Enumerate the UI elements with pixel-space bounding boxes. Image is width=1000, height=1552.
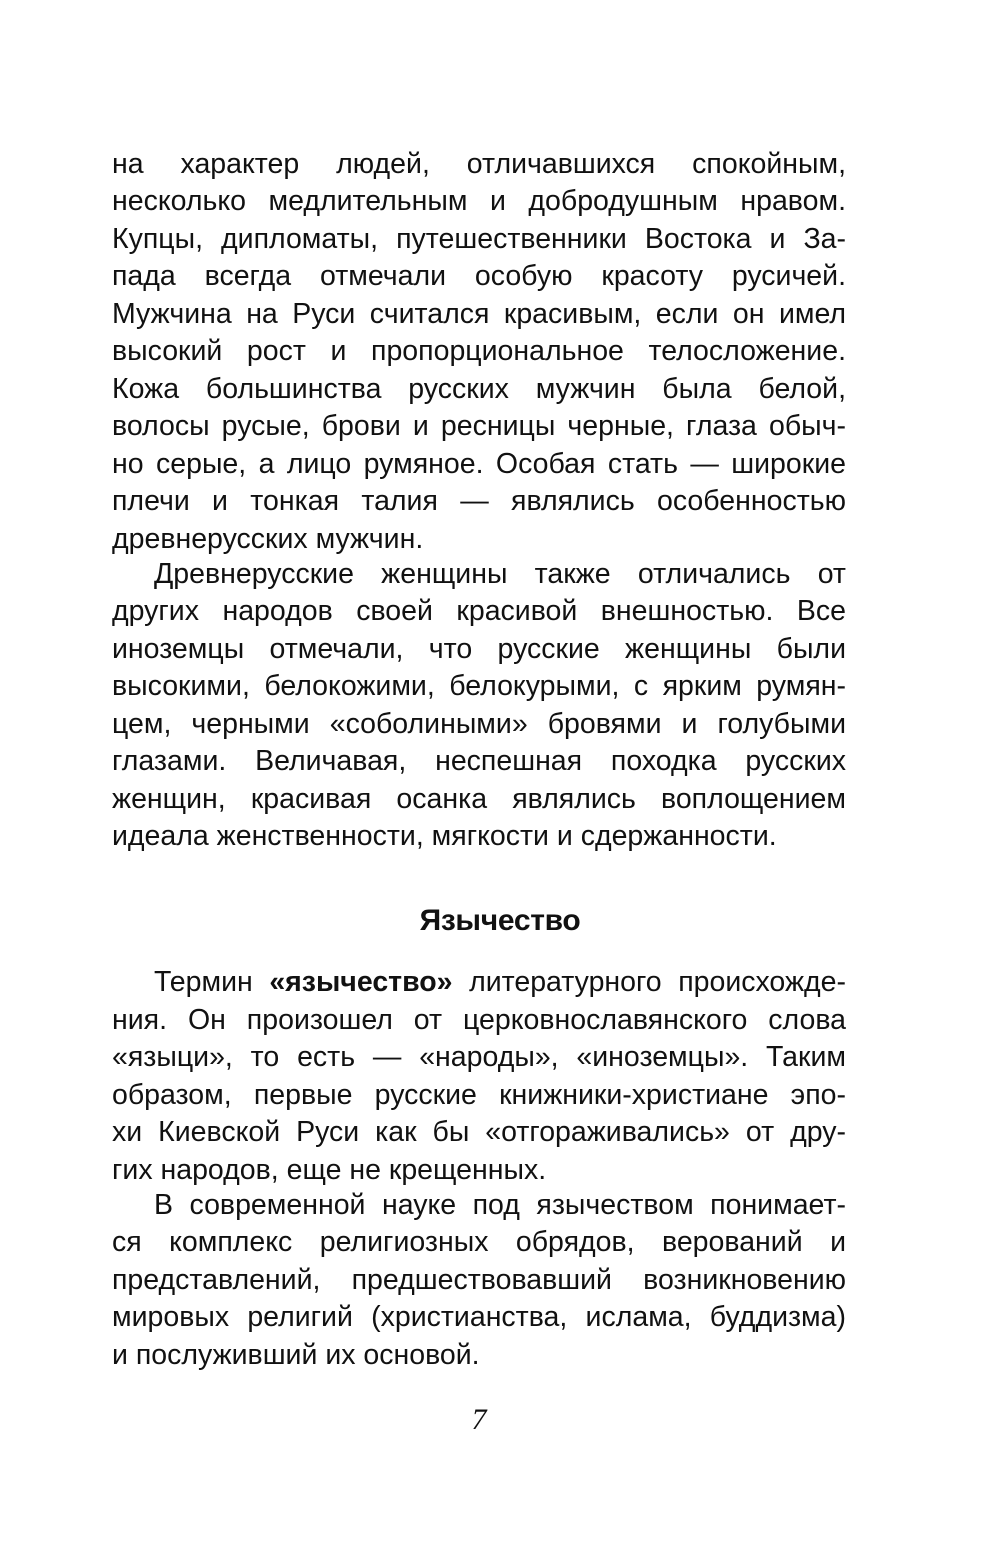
text-line: ся комплекс религиозных обрядов, верований и	[112, 1226, 846, 1258]
text-line: В современной науке под язычеством понимает-	[154, 1189, 846, 1221]
text-line: Кожа большинства русских мужчин была белой,	[112, 373, 846, 405]
section-heading: Язычество	[419, 904, 581, 937]
text-line: древнерусских мужчин.	[112, 523, 424, 555]
text-line: других народов своей красивой внешностью. Все	[112, 595, 846, 627]
text-span: Термин	[154, 966, 270, 998]
text-line: женщин, красивая осанка являлись воплощением	[112, 783, 846, 815]
text-line: Древнерусские женщины также отличались от	[154, 558, 846, 590]
text-line: но серые, а лицо румяное. Особая стать — широкие	[112, 448, 846, 480]
page-number: 7	[471, 1403, 487, 1436]
text-line: иноземцы отмечали, что русские женщины были	[112, 633, 846, 665]
text-line: несколько медлительным и добродушным нравом.	[112, 185, 846, 217]
text-line: представлений, предшествовавший возникновению	[112, 1264, 846, 1296]
text-line: ния. Он произошел от церковнославянского слова	[112, 1004, 846, 1036]
text-line: плечи и тонкая талия — являлись особенностью	[112, 485, 846, 517]
text-line: на характер людей, отличавшихся спокойным,	[112, 148, 846, 180]
text-line: мировых религий (христианства, ислама, буддизма)	[112, 1301, 846, 1333]
text-line: хи Киевской Руси как бы «отгораживались» от дру-	[112, 1116, 846, 1148]
text-line: «языци», то есть — «народы», «иноземцы». Таким	[112, 1041, 846, 1073]
text-line: волосы русые, брови и ресницы черные, глаза обыч-	[112, 410, 846, 442]
text-line: гих народов, еще не крещенных.	[112, 1154, 547, 1186]
text-line: высокий рост и пропорциональное телосложение.	[112, 335, 846, 367]
text-span: литературного происхожде-	[452, 966, 846, 998]
text-line: идеала женственности, мягкости и сдержанности.	[112, 820, 777, 852]
text-line: Мужчина на Руси считался красивым, если он имел	[112, 298, 846, 330]
text-line: образом, первые русские книжники-христиане эпо-	[112, 1079, 846, 1111]
text-line: глазами. Величавая, неспешная походка русских	[112, 745, 846, 777]
text-line: и послуживший их основой.	[112, 1339, 480, 1371]
text-line: высокими, белокожими, белокурыми, с ярким румян-	[112, 670, 846, 702]
text-line: Купцы, дипломаты, путешественники Востока и За-	[112, 223, 846, 255]
text-line: цем, черными «соболиными» бровями и голубыми	[112, 708, 846, 740]
term-bold: «язычество»	[269, 966, 453, 998]
text-line	[154, 964, 846, 1000]
text-line: пада всегда отмечали особую красоту русичей.	[112, 260, 846, 292]
